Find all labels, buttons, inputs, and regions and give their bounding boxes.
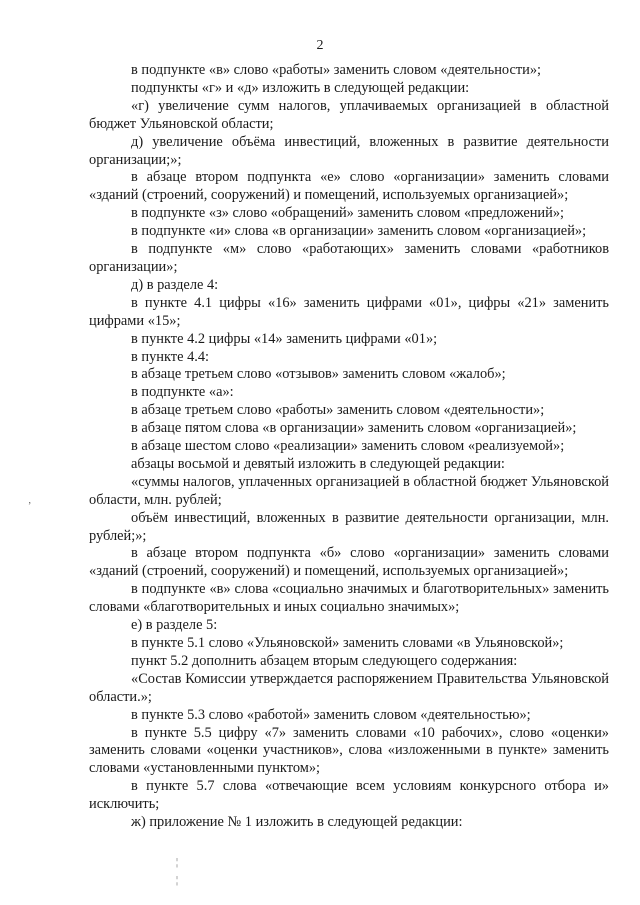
scan-artifact: ʼ: [28, 501, 32, 512]
paragraph: пункт 5.2 дополнить абзацем вторым следующего содержания:: [131, 652, 518, 669]
paragraph: в абзаце втором подпункта «б» слово «организации» заменить словами «зданий (строений, сооружений) и помещений, используемых организацией»;: [89, 545, 609, 580]
paragraph: в пункте 5.1 слово «Ульяновской» заменить словами «в Ульяновской»;: [131, 635, 564, 651]
scan-artifact: ¦: [176, 875, 179, 886]
paragraph: в пункте 4.2 цифры «14» заменить цифрами «01»;: [131, 330, 438, 347]
paragraph: «Состав Комиссии утверждается распоряжением Правительства Ульяновской области.»;: [89, 670, 609, 705]
paragraph: в подпункте «з» слово «обращений» заменить словом «предложений»;: [131, 205, 565, 222]
paragraph: д) в разделе 4:: [131, 276, 219, 293]
paragraph: в пункте 4.1 цифры «16» заменить цифрами «01», цифры «21» заменить цифрами «15»;: [89, 294, 609, 329]
paragraph: в подпункте «м» слово «работающих» заменить словами «работников организации»;: [89, 241, 609, 275]
paragraph: в пункте 4.4:: [131, 348, 210, 365]
scan-artifact: ¦: [176, 857, 179, 868]
paragraph: «г) увеличение сумм налогов, уплачиваемых организацией в областной бюджет Ульяновской области;: [89, 97, 609, 132]
paragraph: абзацы восьмой и девятый изложить в следующей редакции:: [131, 455, 505, 472]
paragraph: в подпункте «и» слова «в организации» заменить словом «организацией»;: [131, 223, 587, 240]
paragraph: «суммы налогов, уплаченных организацией в областной бюджет Ульяновской области, млн. рублей;: [89, 473, 609, 508]
paragraph: в пункте 5.5 цифру «7» заменить словами «10 рабочих», слово «оценки» заменить словами «оценки участников», слова «изложенными в пункте» заменить словами «установленными пунктом»;: [89, 724, 609, 777]
paragraph: е) в разделе 5:: [131, 617, 218, 634]
paragraph: ж) приложение № 1 изложить в следующей редакции:: [131, 814, 463, 831]
paragraph: д) увеличение объёма инвестиций, вложенных в развитие деятельности организации;»;: [89, 133, 609, 168]
paragraph: в абзаце третьем слово «отзывов» заменить словом «жалоб»;: [131, 366, 506, 383]
paragraph: в абзаце втором подпункта «е» слово «организации» заменить словами «зданий (строений, сооружений) и помещений, используемых организацией»;: [89, 169, 609, 204]
paragraph: в абзаце третьем слово «работы» заменить словом «деятельности»;: [131, 402, 545, 419]
paragraph: в абзаце шестом слово «реализации» заменить словом «реализуемой»;: [131, 438, 565, 455]
paragraph: в пункте 5.3 слово «работой» заменить словом «деятельностью»;: [131, 706, 531, 723]
paragraph: объём инвестиций, вложенных в развитие деятельности организации, млн. рублей;»;: [89, 509, 609, 544]
paragraph: подпункты «г» и «д» изложить в следующей редакции:: [131, 79, 470, 96]
paragraph: в подпункте «а»:: [131, 384, 234, 401]
paragraph: в пункте 5.7 слова «отвечающие всем условиям конкурсного отбора и» исключить;: [89, 778, 609, 813]
paragraph: в абзаце пятом слова «в организации» заменить словом «организацией»;: [131, 420, 577, 437]
paragraph: в подпункте «в» слова «социально значимых и благотворительных» заменить словами «благотворительных и иных социально значимых»;: [89, 581, 609, 616]
document-body: [89, 62, 609, 832]
page-number: 2: [316, 38, 324, 53]
paragraph: в подпункте «в» слово «работы» заменить словом «деятельности»;: [131, 62, 542, 78]
